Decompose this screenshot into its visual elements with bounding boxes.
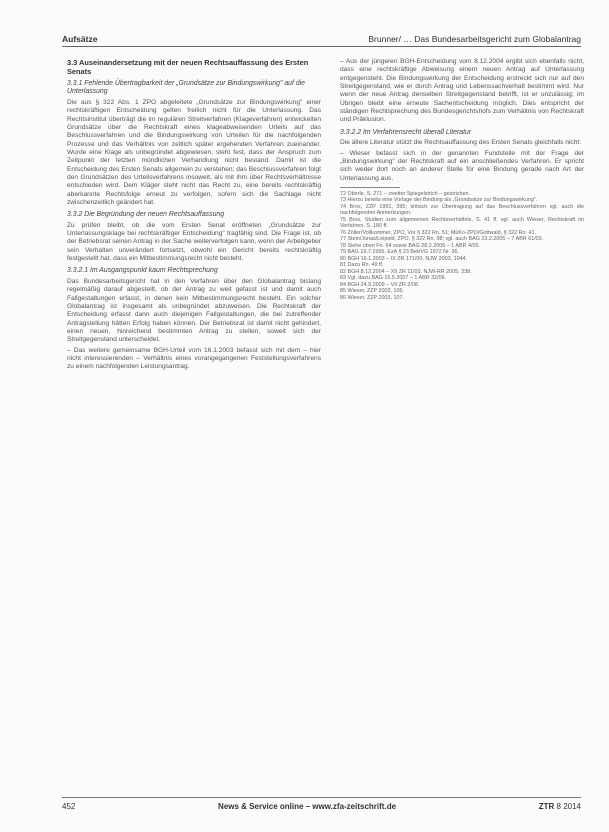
footnote: 74 Brox, ZZP 1991, 395; kritisch zur Übertragung auf das Beschlussverfahren vgl. auch die nachfolgenden Anmerkungen. bbox=[340, 203, 584, 217]
footnotes bbox=[340, 191, 584, 302]
footnote-divider bbox=[340, 187, 400, 188]
page-number: 452 bbox=[62, 802, 76, 811]
footer-website: News & Service online – www.zfa-zeitschrift.de bbox=[218, 802, 397, 811]
body-paragraph: Das Bundesarbeitsgericht hat in den Verfahren über den Globalantrag bislang regelmäßig darauf abgestellt, ob der Antrag zu weit gefasst ist und damit auch Fallgestaltungen erfasst, in denen kein Mitbestimmungsrecht besteht. Ein solcher Globalantrag ist insgesamt als unbegründet abzuweisen. Die Rechtskraft der Entscheidung erfasst dann auch diejenigen Fallgestaltungen, die bei zutreffender Antragstellung hätten Erfolg haben können. Der Betriebsrat ist damit nicht gehindert, einen neuen, hinreichend bestimmten Antrag zu stellen, soweit sich der Streitgegenstand unterscheidet. bbox=[67, 277, 321, 344]
footnote: 76 Zöller/Vollkommer, ZPO, Vor § 322 Rn. 51; MüKo-ZPO/Gottwald, § 322 Rn. 41. bbox=[340, 229, 536, 236]
footnote: 81 Dazu Rn. 49 ff. bbox=[340, 262, 384, 269]
section-heading: 3.3 Auseinandersetzung mit der neuen Rechtsauffassung des Ersten Senats bbox=[67, 58, 309, 76]
footnote: 84 BGH 24.9.2009 – VII ZR 2/08. bbox=[340, 281, 420, 288]
footnote: 83 Vgl. dazu BAG 15.5.2007 – 1 ABR 32/06. bbox=[340, 275, 447, 282]
footnote: 73 Hierzu bereits eine Vorlage der Bindung als „Grundsätze zur Bindungswirkung". bbox=[340, 197, 538, 204]
body-paragraph: – Aus der jüngeren BGH-Entscheidung vom 8.12.2004 ergibt sich ebenfalls nicht, dass eine rechtskräftige Abweisung einem neuen Antrag auf Unterlassung entgegensteht. Die Bindungswirkung der Entscheidung erstreckt sich nur auf den Streitgegenstand, wie er durch Antrag und Lebenssachverhalt bestimmt wird. Nur wenn der neue Antrag denselben Streitgegenstand betrifft, ist er unzulässig; im Übrigen bleibt eine erneute Sachentscheidung möglich. Dies entspricht der ständigen Rechtsprechung des Bundesgerichtshofs zum Verhältnis von Rechtskraft und Präklusion. bbox=[340, 58, 584, 124]
left-column bbox=[67, 58, 321, 372]
footnote: 85 Wieser, ZZP 2003, 105. bbox=[340, 288, 405, 295]
footnote: 79 BAG 19.7.1995, EzA § 23 BetrVG 1972 Nr. 36. bbox=[340, 249, 459, 256]
footnote: 78 Siehe oben Fn. 64 sowie BAG 28.2.2006 – 1 ABR 4/05. bbox=[340, 242, 480, 249]
body-paragraph: Die ältere Literatur stützt die Rechtsauffassung des Ersten Senats gleichfalls nicht: bbox=[340, 139, 582, 147]
subsection-heading: 3.3.2 Die Begründung der neuen Rechtsauffassung bbox=[67, 211, 225, 219]
page-footer bbox=[62, 797, 581, 811]
journal-issue bbox=[539, 802, 581, 811]
issue-number: 8 2014 bbox=[556, 802, 581, 811]
footnote: 77 Stein/Jonas/Leipold, ZPO, § 322 Rn. 98; vgl. auch BAG 23.2.2005 – 7 ABR 61/03. bbox=[340, 236, 544, 243]
footnote: 75 Brox, Studien zum allgemeinen Rechtsverhältnis, S. 41 ff. vgl. auch Wieser, Rechtskraft im Verfahren, S. 180 ff. bbox=[340, 216, 584, 230]
body-paragraph: Zu prüfen bleibt, ob die vom Ersten Senat eröffneten „Grundsätze zur Unterlassungsklage bei rechtskräftiger Entscheidung" tragfähig sind. Die Frage ist, ob der Betriebsrat seinen Antrag in der Sache weiterverfolgen kann, wenn der Arbeitgeber sein Verhalten unverändert fortsetzt, obwohl ein Gericht bereits rechtskräftig festgestellt hat, dass ein Mitbestimmungsrecht nicht besteht. bbox=[67, 221, 321, 263]
journal-name: ZTR bbox=[538, 802, 555, 811]
article-running-title: Brunner/ … Das Bundesarbeitsgericht zum Globalantrag bbox=[368, 34, 581, 44]
footnote: 80 BGH 16.1.2003 – IX ZR 171/00, NJW 2003, 1044. bbox=[340, 255, 468, 262]
body-paragraph: – Wieser befasst sich in der genannten Fundstelle mit der Frage der „Bindungswirkung" der Rechtskraft auf ein anschließendes Verfahren. Er spricht sich weder dort noch an anderer Stelle für eine Bindung gerade nach Art der Unterlassung aus. bbox=[340, 149, 584, 182]
running-header bbox=[62, 30, 581, 47]
footnote: 86 Wieser, ZZP 2003, 107. bbox=[340, 294, 405, 301]
right-column bbox=[340, 58, 584, 301]
footnote: 72 Oberle, S. 271 – zweiter Spiegelstrich – gestrichen. bbox=[340, 190, 471, 197]
subsection-heading: 3.3.1 Fehlende Übertragbarkeit der „Grundsätze zur Bindungswirkung" auf die Unterlassung bbox=[67, 80, 306, 96]
subsection-heading: 3.3.2.2 Im Verfahrensrecht überall Literatur bbox=[340, 128, 472, 136]
footnote: 82 BGH 8.12.2004 – XII ZR 11/03, NJW-RR 2005, 338. bbox=[340, 268, 472, 275]
subsection-heading: 3.3.2.1 Im Ausgangspunkt kaum Rechtsprechung bbox=[67, 267, 218, 275]
body-paragraph: – Das weitere gemeinsame BGH-Urteil vom 16.1.2003 befasst sich mit dem – hier nicht interessierenden – Verhältnis eines vorangegangenen Feststellungsverfahrens zu einem nachfolgenden Leistungsantrag. bbox=[67, 346, 321, 371]
section-label: Aufsätze bbox=[62, 34, 98, 44]
body-paragraph: Die aus § 322 Abs. 1 ZPO abgeleitete „Grundsätze zur Bindungswirkung" einer rechtskräftigen Entscheidung gelten freilich nicht für die Unterlassung. Das Rechtsinstitut überträgt die im regulären Streitverfahren (Klageverfahren) entwickelten Grundsätze über die Rechtskraft eines klageabweisenden Urteils auf das Beschlussverfahren und die Bindungswirkung von Urteilen für die nachfolgenden Prozesse und das Verhältnis von zeitlich später ergehenden Verfahren zueinander. Wurde eine Klage als unbegründet abgewiesen, steht fest, dass der Anspruch zum Zeitpunkt der letzten mündlichen Verhandlung nicht bestand. Damit ist die Entscheidung des Ersten Senats allgemein zu verstehen; das Beschlussverfahren folgt den Grundsätzen des Urteilsverfahrens insoweit, als mit ihm über Rechtsverhältnisse entschieden wird. Dem Kläger steht nicht das Recht zu, eine bereits rechtskräftig aberkannte Rechtsfolge erneut zu verfolgen, sofern sich die Sachlage nicht zwischenzeitlich geändert hat. bbox=[67, 98, 321, 206]
